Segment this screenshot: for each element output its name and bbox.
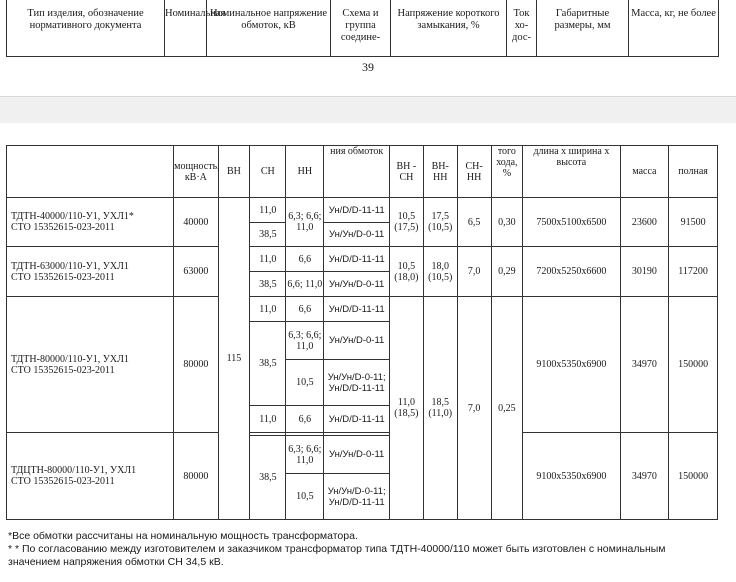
row-sn: 38,5 — [250, 436, 286, 520]
table-row — [7, 297, 718, 322]
vn-voltage: 115 — [218, 198, 250, 520]
header-type: Тип изделия, обозначение нормативного документа — [7, 0, 165, 57]
row-power: 40000 — [174, 198, 218, 247]
row-vn-nn: 18,0 (10,5) — [423, 247, 457, 297]
row-full-mass: 150000 — [669, 433, 718, 520]
row-scheme: Ун/Ун/D-0-11 — [324, 436, 390, 474]
row-full-mass: 150000 — [669, 297, 718, 433]
header-dims: длина х ширина х высота — [523, 146, 620, 198]
row-sn: 11,0 — [250, 406, 286, 433]
row-nn: 6,6 — [286, 297, 324, 322]
header-scheme: Схема и группа соедине- — [331, 0, 391, 57]
header-power: мощность, кВ·А — [174, 146, 218, 198]
header-nominal: Номинальная — [165, 0, 207, 57]
row-scheme: Ун/D/D-11-11 — [324, 406, 390, 433]
header-mass: Масса, кг, не более — [629, 0, 719, 57]
footnote-1: *Все обмотки рассчитаны на номинальную мощность трансформатора. — [8, 530, 358, 542]
row-mass: 34970 — [620, 297, 669, 433]
row-nn: 6,3; 6,6; 11,0 — [286, 436, 324, 474]
footnote-2: * * По согласованию между изготовителем и заказчиком трансформатор типа ТДТН-40000/110 может быть изготовлен с номинальным — [8, 543, 666, 555]
row-type: ТДТН-80000/110-У1, УХЛ1 СТО 15352615-023-2011 — [7, 297, 174, 433]
row-scheme: Ун/D/D-11-11 — [324, 297, 390, 322]
row-sn: 38,5 — [250, 322, 286, 406]
row-sn: 38,5 — [250, 272, 286, 297]
header-vn: ВН — [218, 146, 250, 198]
row-power: 63000 — [174, 247, 218, 297]
row-vn-sn: 10,5 (18,0) — [389, 247, 423, 297]
row-type: ТДТН-40000/110-У1, УХЛ1* СТО 15352615-023-2011 — [7, 198, 174, 247]
row-dims: 7500x5100x6500 — [523, 198, 620, 247]
row-vn-sn: 10,5 (17,5) — [389, 198, 423, 247]
row-vn-nn: 17,5 (10,5) — [423, 198, 457, 247]
header-sn-nn: СН- НН — [457, 146, 491, 198]
vn-nn-80: 18,5 (11,0) — [423, 297, 457, 520]
row-mass: 34970 — [620, 433, 669, 520]
header-mass-value: масса — [620, 146, 669, 198]
current-80: 0,25 — [491, 297, 523, 520]
table-row — [7, 433, 718, 435]
row-scheme: Ун/Ун/D-0-11; Ун/D/D-11-11 — [324, 360, 390, 406]
header-scheme-cont: ния обмоток — [324, 146, 390, 198]
row-power: 80000 — [174, 433, 218, 520]
table-row — [7, 198, 718, 223]
row-type: ТДЦТН-80000/110-У1, УХЛ1 СТО 15352615-023-2011 — [7, 433, 174, 520]
row-type: ТДТН-63000/110-У1, УХЛ1 СТО 15352615-023-2011 — [7, 247, 174, 297]
row-scheme: Ун/Ун/D-0-11 — [324, 223, 390, 247]
row-nn: 6,6 — [286, 406, 324, 433]
row-current: 0,29 — [491, 247, 523, 297]
header-full-mass: полная — [669, 146, 718, 198]
header-dimensions: Габаритные размеры, мм — [537, 0, 629, 57]
row-nn: 6,6 — [286, 247, 324, 272]
row-scheme: Ун/Ун/D-0-11 — [324, 322, 390, 360]
row-power: 80000 — [174, 297, 218, 433]
page-separator — [0, 96, 736, 124]
header-sn: СН — [250, 146, 286, 198]
header-vn-sn: ВН - СН — [389, 146, 423, 198]
row-scheme: Ун/D/D-11-11 — [324, 247, 390, 272]
row-scheme: Ун/Ун/D-0-11 — [324, 272, 390, 297]
row-dims: 9100x5350x6900 — [523, 297, 620, 433]
row-sn-nn: 7,0 — [457, 247, 491, 297]
header-vn-nn: ВН- НН — [423, 146, 457, 198]
footnote-3: значением напряжения обмотки СН 34,5 кВ. — [8, 556, 224, 568]
row-nn: 6,3; 6,6; 11,0 — [286, 322, 324, 360]
footnotes — [8, 530, 732, 569]
row-sn: 11,0 — [250, 198, 286, 223]
row-mass: 30190 — [620, 247, 669, 297]
row-mass: 23600 — [620, 198, 669, 247]
row-scheme: Ун/Ун/D-0-11; Ун/D/D-11-11 — [324, 474, 390, 520]
row-sn: 38,5 — [250, 223, 286, 247]
row-full-mass: 91500 — [669, 198, 718, 247]
row-sn-nn: 6,5 — [457, 198, 491, 247]
table-header-row — [7, 146, 718, 198]
table-row — [7, 247, 718, 272]
page-number: 39 — [362, 60, 374, 74]
current-page — [0, 123, 736, 582]
row-full-mass: 117200 — [669, 247, 718, 297]
header-nn: НН — [286, 146, 324, 198]
row-dims: 7200x5250x6600 — [523, 247, 620, 297]
header-idle-current: Ток хо-дос- — [507, 0, 537, 57]
top-table-header — [6, 0, 719, 57]
header-nominal-voltage: Номинальное напряжение обмоток, кВ — [207, 0, 331, 57]
row-nn: 6,6; 11,0 — [286, 272, 324, 297]
row-sn: 11,0 — [250, 297, 286, 322]
row-dims: 9100x5350x6900 — [523, 433, 620, 520]
row-scheme: Ун/D/D-11-11 — [324, 198, 390, 223]
previous-page — [0, 0, 736, 96]
vn-sn-80: 11,0 (18,5) — [389, 297, 423, 520]
row-nn: 10,5 — [286, 360, 324, 406]
header-idle-current-cont: того хода, % — [491, 146, 523, 198]
header-empty — [7, 146, 174, 198]
header-short-circuit: Напряжение короткого замыкания, % — [391, 0, 507, 57]
row-nn: 10,5 — [286, 474, 324, 520]
row-sn: 11,0 — [250, 247, 286, 272]
sn-nn-80: 7,0 — [457, 297, 491, 520]
row-nn: 6,3; 6,6; 11,0 — [286, 198, 324, 247]
row-current: 0,30 — [491, 198, 523, 247]
transformer-table — [6, 145, 718, 520]
